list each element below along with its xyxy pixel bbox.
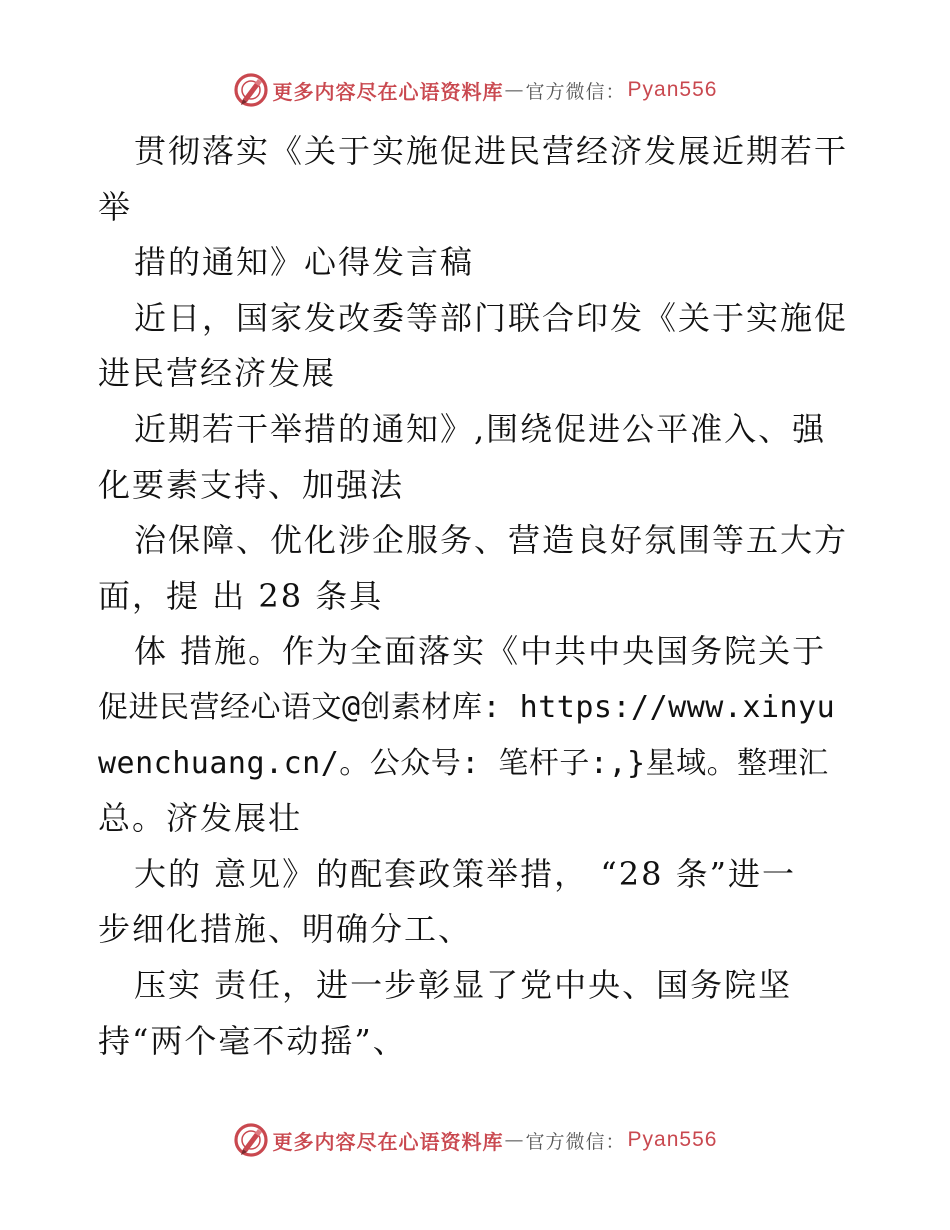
pen-logo-icon: [233, 1122, 269, 1158]
header-main-text: 更多内容尽在心语资料库: [272, 79, 504, 104]
header-banner-text: [273, 76, 718, 105]
text-line: 面，提 出 28 条具: [98, 576, 384, 615]
header-wechat-label: 官方微信：: [525, 80, 626, 103]
text-line: 措的通知》心得发言稿: [134, 243, 475, 282]
footer-banner-text: [273, 1126, 718, 1155]
text-line: 近期若干举措的通知》,围绕促进公平准入、强: [134, 409, 827, 448]
text-line: 大的 意见》的配套政策举措， “28 条”进一: [134, 854, 796, 893]
header-banner: [0, 70, 950, 110]
header-separator: —: [504, 79, 525, 101]
footer-main-text: 更多内容尽在心语资料库: [272, 1129, 504, 1154]
text-line: 举: [98, 187, 133, 226]
footer-separator: —: [504, 1129, 525, 1151]
text-line: 压实 责任，进一步彰显了党中央、国务院坚: [134, 965, 793, 1004]
text-line: 近日，国家发改委等部门联合印发《关于实施促: [134, 298, 849, 337]
text-line: 进民营经济发展: [98, 354, 337, 393]
text-line: 持“两个毫不动摇”、: [98, 1021, 407, 1060]
footer-banner: [0, 1120, 950, 1160]
text-line: wenchuang.cn/。公众号: 笔杆子:,}星域。整理汇: [98, 745, 829, 781]
pen-logo-icon: [233, 72, 269, 108]
footer-wechat-id: Pyan556: [627, 1128, 718, 1151]
footer-wechat-label: 官方微信：: [525, 1130, 626, 1153]
text-line: 总。济发展壮: [98, 799, 303, 838]
text-line: 治保障、优化涉企服务、营造良好氛围等五大方: [134, 521, 849, 560]
header-wechat-id: Pyan556: [627, 78, 718, 101]
text-line: 体 措施。作为全面落实《中共中央国务院关于: [134, 632, 827, 671]
document-body: [98, 124, 858, 1069]
text-line: 化要素支持、加强法: [98, 465, 405, 504]
text-line: 贯彻落实《关于实施促进民营经济发展近期若干: [134, 132, 849, 170]
text-line: 步细化措施、明确分工、: [98, 910, 473, 949]
text-line: 促进民营经心语文@创素材库: https://www.xinyu: [98, 689, 836, 725]
